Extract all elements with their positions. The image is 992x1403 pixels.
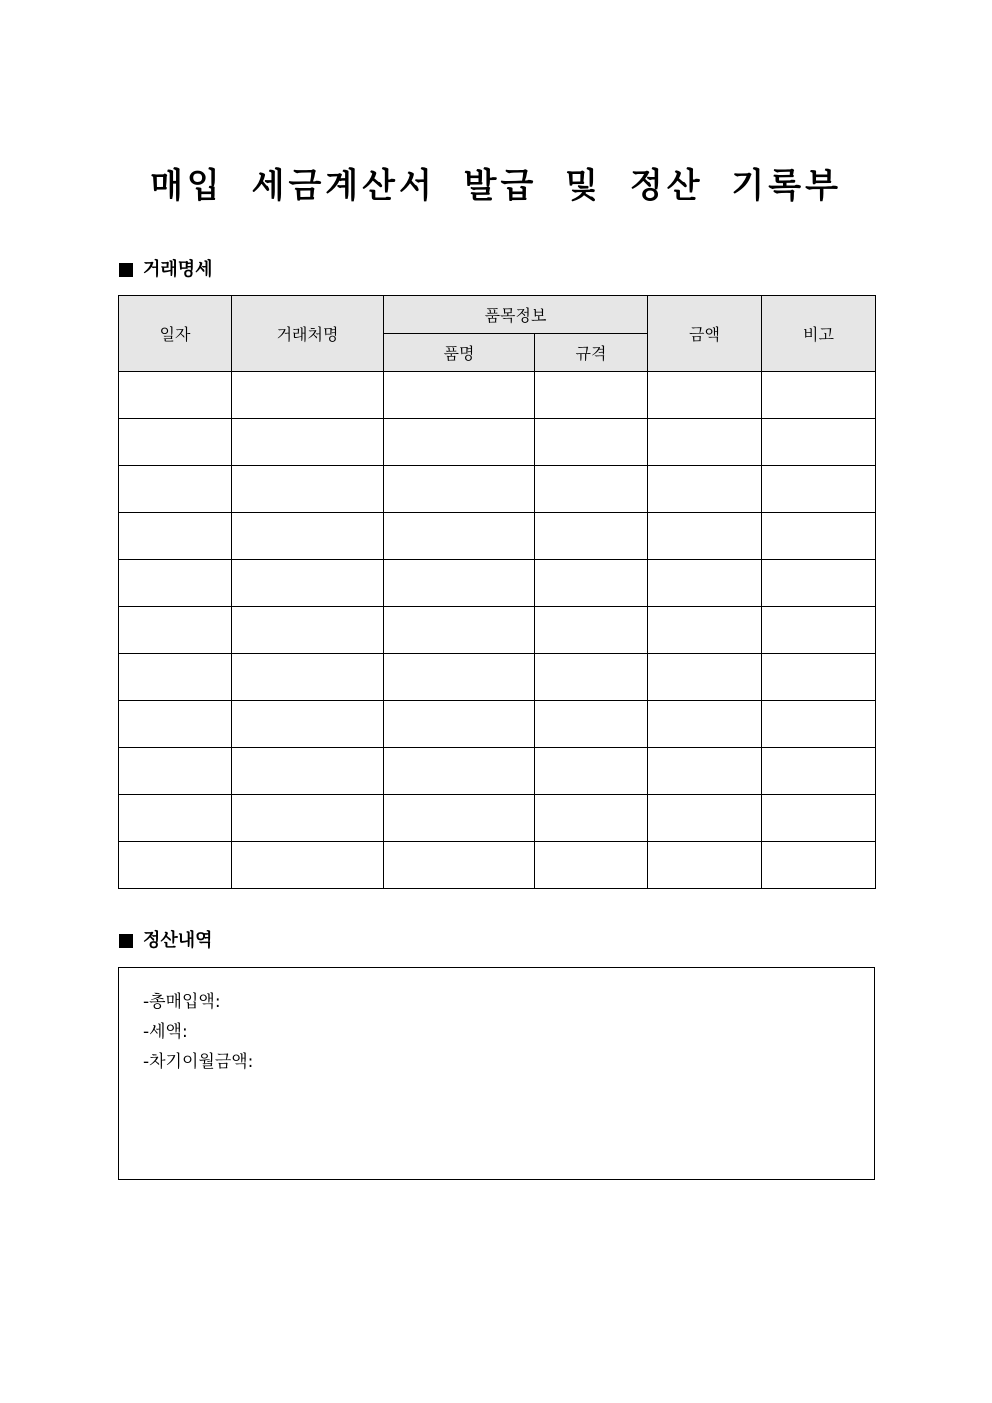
- header-amount: 금액: [648, 296, 762, 372]
- square-bullet-icon: [119, 263, 133, 277]
- note-cell: [762, 560, 876, 607]
- date-cell: [119, 513, 232, 560]
- note-cell: [762, 748, 876, 795]
- document-title: 매입 세금계산서 발급 및 정산 기록부: [150, 166, 842, 206]
- amount-cell: [648, 795, 762, 842]
- header-item-name: 품명: [384, 334, 535, 372]
- amount-cell: [648, 513, 762, 560]
- transactions-table: [118, 295, 876, 889]
- item-name-cell: [384, 466, 535, 513]
- item-name-cell: [384, 513, 535, 560]
- table-row: [119, 419, 876, 466]
- vendor-cell: [232, 795, 384, 842]
- table-row: [119, 466, 876, 513]
- table-row: [119, 795, 876, 842]
- spec-cell: [535, 466, 648, 513]
- transactions-table-body: [119, 372, 876, 889]
- note-cell: [762, 466, 876, 513]
- amount-cell: [648, 466, 762, 513]
- carryover-amount-line: -차기이월금액:: [143, 1052, 254, 1072]
- header-date: 일자: [119, 296, 232, 372]
- spec-cell: [535, 560, 648, 607]
- amount-cell: [648, 701, 762, 748]
- table-row: [119, 654, 876, 701]
- table-row: [119, 842, 876, 889]
- spec-cell: [535, 513, 648, 560]
- tax-amount-line: -세액:: [143, 1022, 188, 1042]
- spec-cell: [535, 842, 648, 889]
- note-cell: [762, 607, 876, 654]
- transactions-heading-label: 거래명세: [143, 259, 213, 280]
- table-row: [119, 748, 876, 795]
- date-cell: [119, 419, 232, 466]
- vendor-cell: [232, 607, 384, 654]
- square-bullet-icon: [119, 934, 133, 948]
- table-row: [119, 372, 876, 419]
- settlement-box: [118, 967, 875, 1180]
- header-spec: 규격: [535, 334, 648, 372]
- date-cell: [119, 607, 232, 654]
- vendor-cell: [232, 372, 384, 419]
- spec-cell: [535, 372, 648, 419]
- settlement-heading-label: 정산내역: [143, 930, 213, 951]
- item-name-cell: [384, 701, 535, 748]
- vendor-cell: [232, 748, 384, 795]
- item-name-cell: [384, 748, 535, 795]
- spec-cell: [535, 419, 648, 466]
- note-cell: [762, 372, 876, 419]
- item-name-cell: [384, 607, 535, 654]
- date-cell: [119, 842, 232, 889]
- item-name-cell: [384, 372, 535, 419]
- settlement-section-heading: [119, 929, 213, 953]
- date-cell: [119, 372, 232, 419]
- vendor-cell: [232, 513, 384, 560]
- amount-cell: [648, 372, 762, 419]
- date-cell: [119, 654, 232, 701]
- date-cell: [119, 795, 232, 842]
- vendor-cell: [232, 842, 384, 889]
- amount-cell: [648, 842, 762, 889]
- item-name-cell: [384, 795, 535, 842]
- date-cell: [119, 560, 232, 607]
- table-row: [119, 701, 876, 748]
- table-row: [119, 607, 876, 654]
- total-purchase-line: -총매입액:: [143, 992, 221, 1012]
- amount-cell: [648, 654, 762, 701]
- header-item-info: 품목정보: [384, 296, 648, 334]
- vendor-cell: [232, 560, 384, 607]
- spec-cell: [535, 607, 648, 654]
- note-cell: [762, 654, 876, 701]
- vendor-cell: [232, 419, 384, 466]
- transactions-section-heading: [119, 258, 213, 282]
- note-cell: [762, 419, 876, 466]
- note-cell: [762, 795, 876, 842]
- date-cell: [119, 701, 232, 748]
- note-cell: [762, 513, 876, 560]
- vendor-cell: [232, 701, 384, 748]
- item-name-cell: [384, 654, 535, 701]
- table-row: [119, 560, 876, 607]
- item-name-cell: [384, 560, 535, 607]
- vendor-cell: [232, 466, 384, 513]
- item-name-cell: [384, 419, 535, 466]
- note-cell: [762, 701, 876, 748]
- spec-cell: [535, 795, 648, 842]
- header-vendor: 거래처명: [232, 296, 384, 372]
- note-cell: [762, 842, 876, 889]
- amount-cell: [648, 560, 762, 607]
- header-note: 비고: [762, 296, 876, 372]
- table-row: [119, 513, 876, 560]
- spec-cell: [535, 654, 648, 701]
- spec-cell: [535, 701, 648, 748]
- vendor-cell: [232, 654, 384, 701]
- spec-cell: [535, 748, 648, 795]
- amount-cell: [648, 607, 762, 654]
- date-cell: [119, 748, 232, 795]
- date-cell: [119, 466, 232, 513]
- amount-cell: [648, 748, 762, 795]
- amount-cell: [648, 419, 762, 466]
- item-name-cell: [384, 842, 535, 889]
